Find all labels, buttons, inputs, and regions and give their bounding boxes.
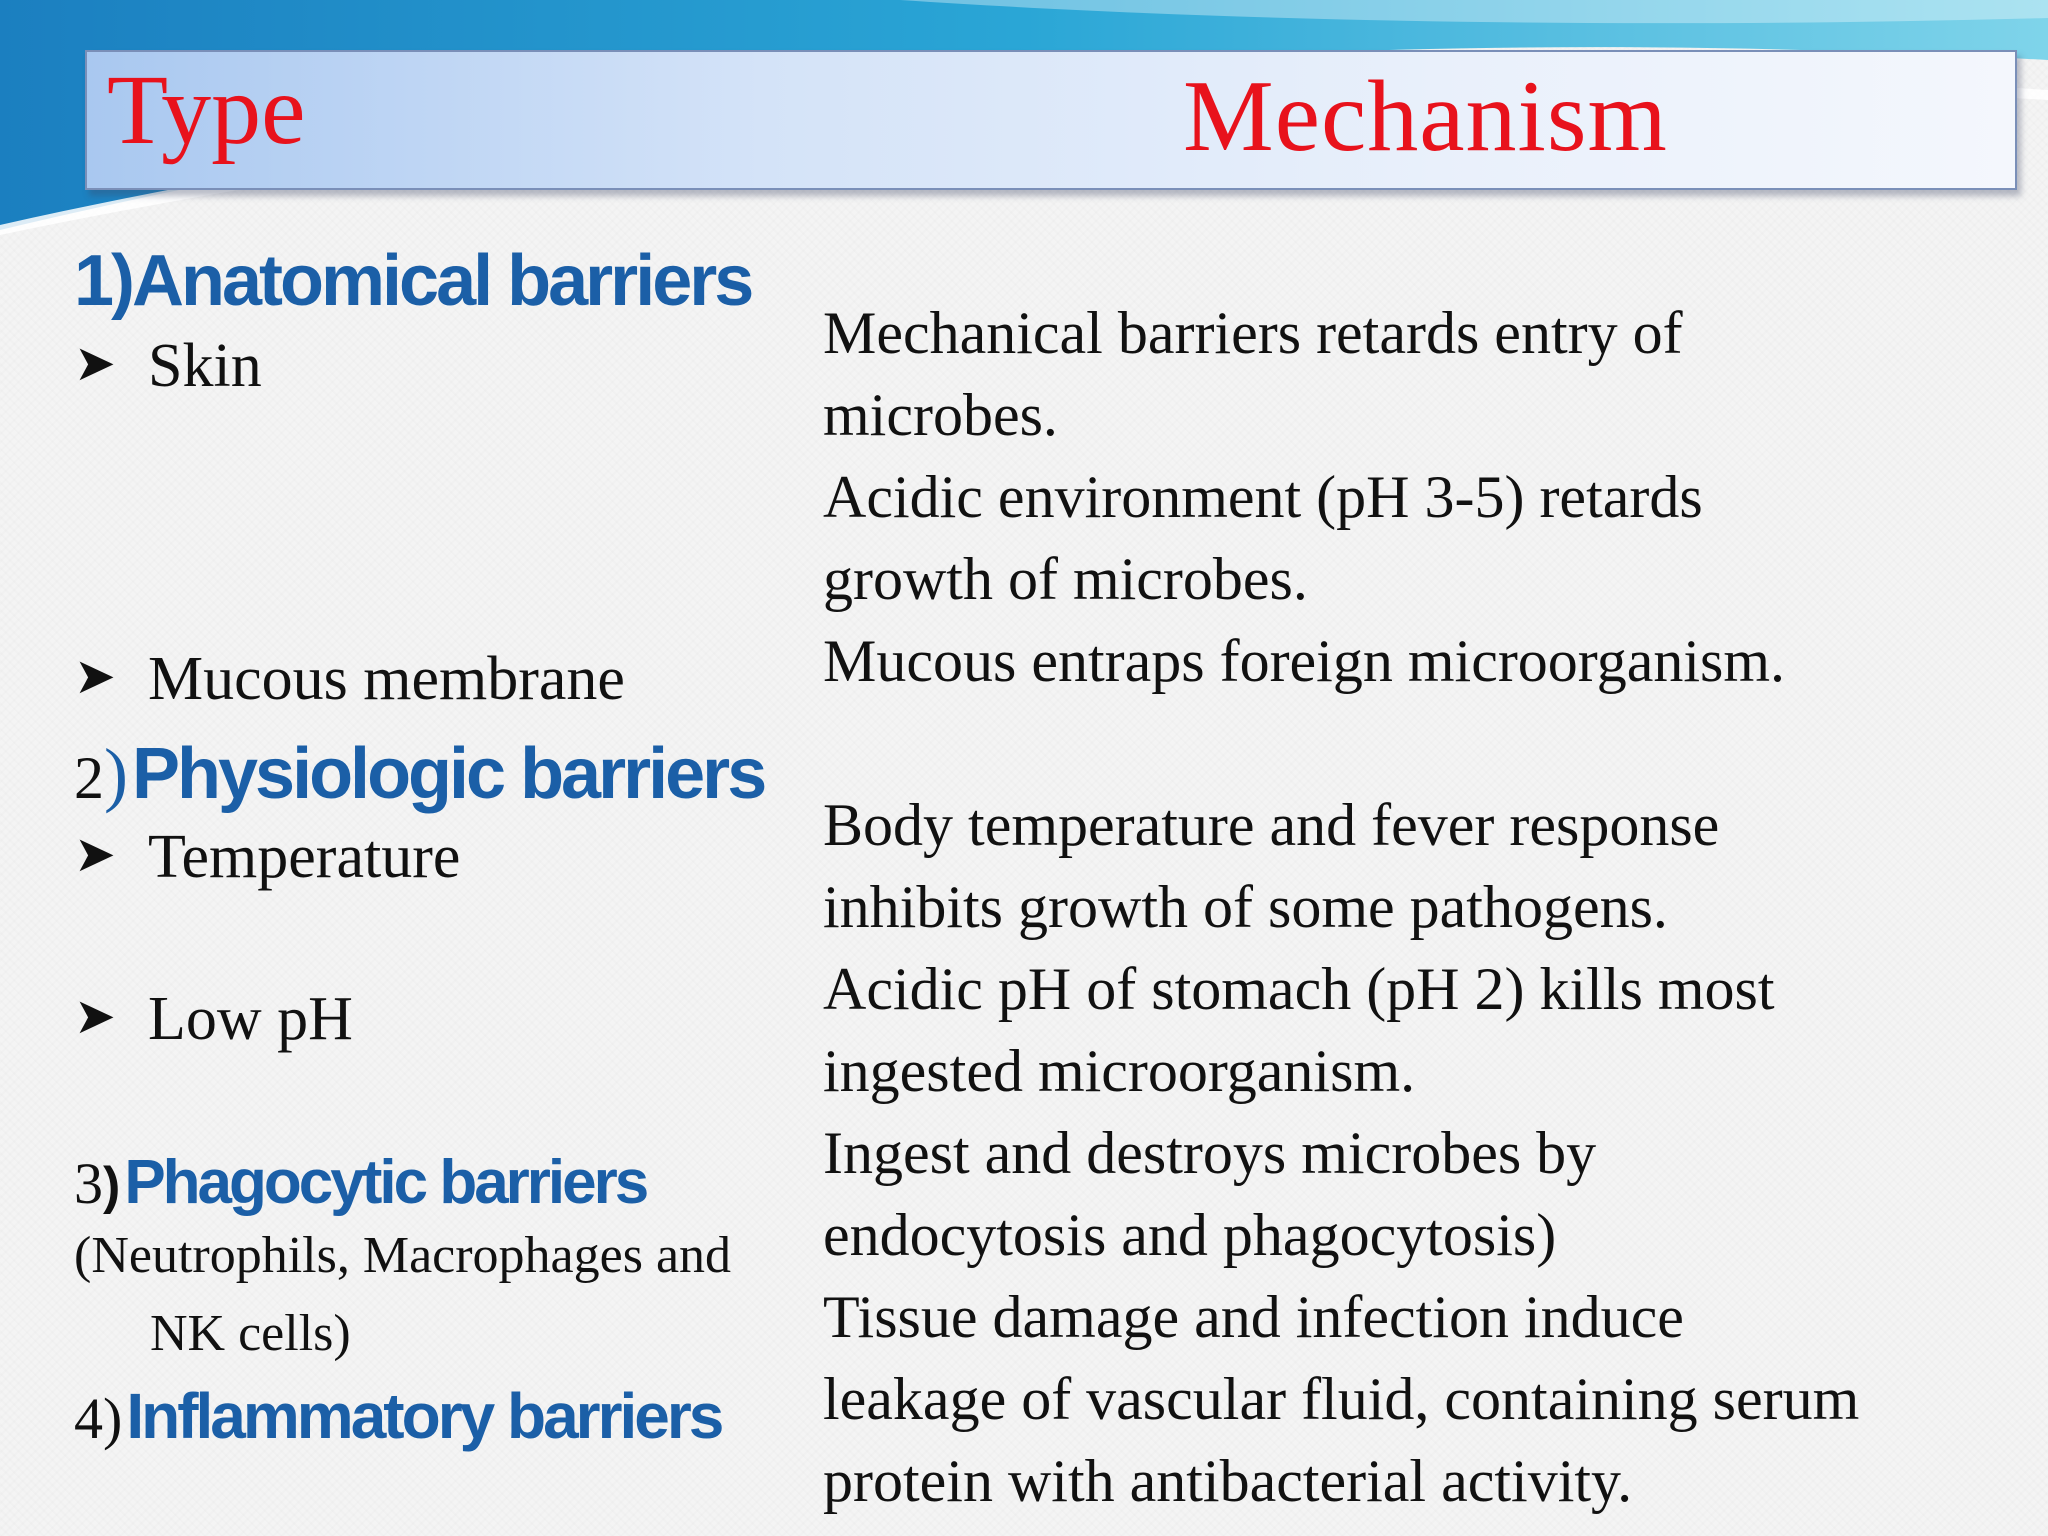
mechanism-line: Acidic environment (pH 3-5) retards [823, 464, 1703, 530]
category-label: Physiologic barriers [131, 734, 765, 814]
mechanism-line: leakage of vascular fluid, containing serum [823, 1366, 1860, 1432]
mechanism-line: Mucous entraps foreign microorganism. [823, 628, 1786, 694]
item-skin [74, 332, 262, 400]
mechanism-line: microbes. [823, 382, 1058, 448]
category-physiologic [74, 734, 765, 814]
item-label: Mucous membrane [148, 645, 625, 713]
arrow-bullet-icon: ➤ [74, 648, 116, 704]
item-temperature [74, 823, 461, 891]
category-anatomical [74, 241, 752, 321]
mechanism-line: inhibits growth of some pathogens. [823, 874, 1668, 940]
category-phagocytic [74, 1148, 647, 1217]
mechanism-line: Body temperature and fever response [823, 792, 1720, 858]
category-number: 1) [74, 241, 133, 321]
phagocytic-note-line1: (Neutrophils, Macrophages and [74, 1227, 732, 1284]
mechanism-line: endocytosis and phagocytosis) [823, 1202, 1557, 1268]
phagocytic-note-line2: NK cells) [150, 1305, 351, 1362]
category-number: 4) [74, 1386, 123, 1451]
arrow-bullet-icon: ➤ [74, 335, 116, 391]
header-mechanism: Mechanism [1183, 60, 1668, 173]
arrow-bullet-icon: ➤ [74, 988, 116, 1044]
mechanism-line: Mechanical barriers retards entry of [823, 300, 1683, 366]
mechanism-line: Ingest and destroys microbes by [823, 1120, 1597, 1186]
header-type: Type [107, 54, 306, 165]
mechanism-line: protein with antibacterial activity. [823, 1448, 1633, 1514]
mechanism-line: ingested microorganism. [823, 1038, 1416, 1104]
item-label: Temperature [148, 823, 461, 891]
header-bar [85, 50, 2017, 190]
mechanism-line: Tissue damage and infection induce [823, 1284, 1684, 1350]
mechanism-line: growth of microbes. [823, 546, 1308, 612]
item-label: Skin [148, 332, 262, 400]
item-mucous-membrane [74, 645, 625, 713]
category-paren: ) [104, 734, 128, 814]
category-label: Phagocytic barriers [124, 1148, 647, 1217]
category-paren: ) [103, 1157, 121, 1215]
item-label: Low pH [148, 985, 353, 1053]
category-label: Inflammatory barriers [126, 1380, 722, 1452]
category-label: Anatomical barriers [132, 241, 752, 321]
category-number: 3 [74, 1151, 103, 1216]
item-low-ph [74, 985, 353, 1053]
arrow-bullet-icon: ➤ [74, 826, 116, 882]
mechanism-line: Acidic pH of stomach (pH 2) kills most [823, 956, 1775, 1022]
category-inflammatory [74, 1380, 722, 1452]
category-number: 2 [74, 745, 104, 811]
